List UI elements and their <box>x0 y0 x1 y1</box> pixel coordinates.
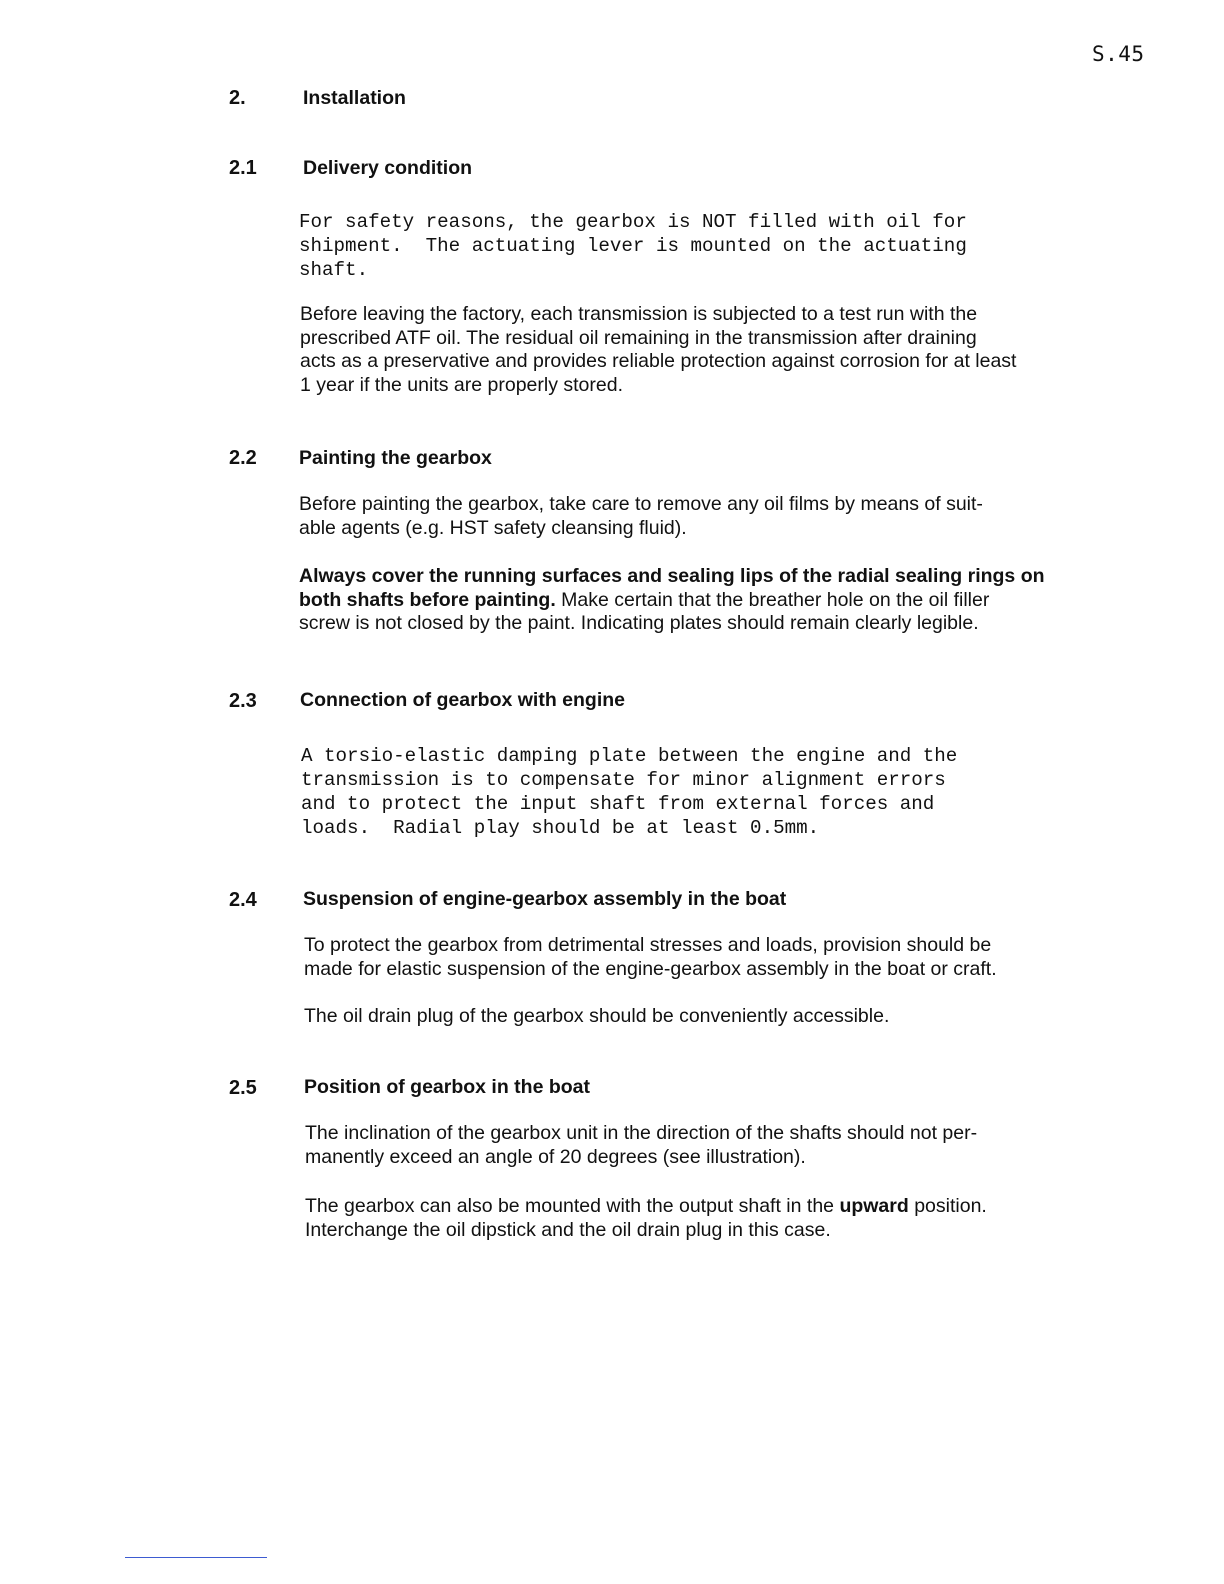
subsection-2-5-title: Position of gearbox in the boat <box>304 1076 591 1098</box>
subsection-2-3-number: 2.3 <box>229 690 257 712</box>
delivery-condition-paragraph: Before leaving the factory, each transmission is subjected to a test run with the prescribed ATF oil. The residual oil remaining in the transmission after draining acts as a preservative and provides reliable protection against corrosion for at least 1 year if the units are properly stored. <box>300 303 1017 396</box>
subsection-2-2-number: 2.2 <box>229 447 257 469</box>
painting-paragraph-1: Before painting the gearbox, take care to remove any oil films by means of suit- able agents (e.g. HST safety cleansing fluid). <box>299 493 983 539</box>
painting-paragraph-2: Always cover the running surfaces and sealing lips of the radial sealing rings on both shafts before painting. Make certain that the breather hole on the oil filler screw is not closed by the paint. Indicating plates should remain clearly legible. <box>299 565 1045 635</box>
suspension-paragraph-1: To protect the gearbox from detrimental stresses and loads, provision should be made for elastic suspension of the engine-gearbox assembly in the boat or craft. <box>304 934 997 980</box>
position-paragraph-2: The gearbox can also be mounted with the output shaft in the upward position. Interchange the oil dipstick and the oil drain plug in this case. <box>305 1195 987 1241</box>
subsection-2-3-title: Connection of gearbox with engine <box>300 689 626 711</box>
bottom-rule <box>125 1557 267 1558</box>
suspension-paragraph-2: The oil drain plug of the gearbox should be conveniently accessible. <box>304 1005 890 1027</box>
subsection-2-5-number: 2.5 <box>229 1077 257 1099</box>
subsection-2-4-title: Suspension of engine-gearbox assembly in the boat <box>303 888 787 910</box>
section-number: 2. <box>229 87 246 109</box>
position-paragraph-1: The inclination of the gearbox unit in the direction of the shafts should not per- manently exceed an angle of 20 degrees (see illustration). <box>305 1122 978 1168</box>
connection-mono-paragraph: A torsio-elastic damping plate between the engine and the transmission is to compensate for minor alignment errors and to protect the input shaft from external forces and loads. Radial play should be at least 0.5mm. <box>301 745 958 839</box>
section-title: Installation <box>303 87 406 109</box>
subsection-2-2-title: Painting the gearbox <box>299 447 492 469</box>
subsection-2-1-title: Delivery condition <box>303 157 473 179</box>
page-number: S.45 <box>1092 42 1145 66</box>
subsection-2-1-number: 2.1 <box>229 157 257 179</box>
subsection-2-4-number: 2.4 <box>229 889 257 911</box>
delivery-condition-mono-paragraph: For safety reasons, the gearbox is NOT filled with oil for shipment. The actuating lever is mounted on the actuating shaft. <box>299 211 967 281</box>
